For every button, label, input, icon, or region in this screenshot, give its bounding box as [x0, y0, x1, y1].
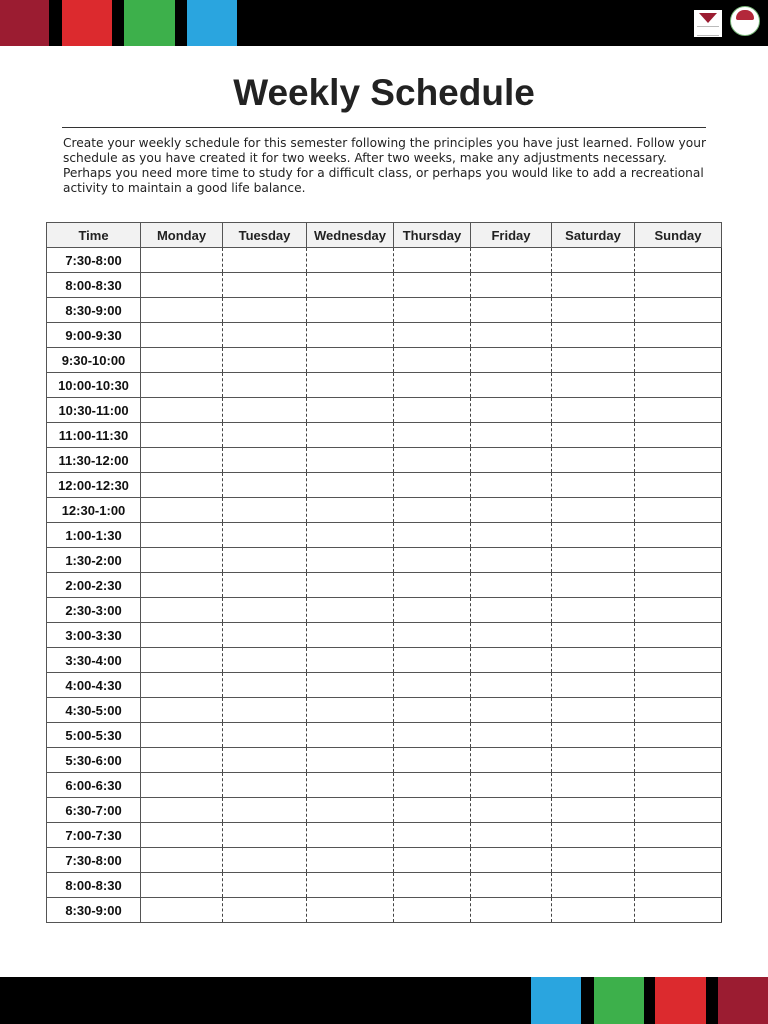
schedule-cell — [223, 698, 307, 723]
time-slot-label: 2:00-2:30 — [47, 573, 141, 598]
schedule-cell — [394, 323, 471, 348]
schedule-cell — [141, 448, 223, 473]
schedule-cell — [552, 473, 635, 498]
time-slot-label: 10:00-10:30 — [47, 373, 141, 398]
schedule-row — [47, 248, 722, 273]
schedule-cell — [635, 748, 722, 773]
schedule-row — [47, 898, 722, 923]
schedule-cell — [223, 598, 307, 623]
schedule-cell — [223, 523, 307, 548]
schedule-row — [47, 748, 722, 773]
schedule-cell — [552, 673, 635, 698]
schedule-row — [47, 773, 722, 798]
red-block — [62, 0, 112, 46]
schedule-cell — [223, 323, 307, 348]
schedule-row — [47, 473, 722, 498]
schedule-cell — [141, 398, 223, 423]
schedule-cell — [552, 298, 635, 323]
schedule-cell — [635, 723, 722, 748]
schedule-row — [47, 598, 722, 623]
schedule-cell — [552, 723, 635, 748]
schedule-cell — [307, 748, 394, 773]
schedule-cell — [141, 423, 223, 448]
schedule-cell — [635, 298, 722, 323]
schedule-cell — [552, 773, 635, 798]
schedule-row — [47, 448, 722, 473]
blue-block — [187, 0, 237, 46]
schedule-cell — [307, 248, 394, 273]
schedule-cell — [394, 523, 471, 548]
schedule-row — [47, 548, 722, 573]
schedule-cell — [394, 848, 471, 873]
schedule-cell — [552, 873, 635, 898]
schedule-row — [47, 498, 722, 523]
schedule-cell — [141, 723, 223, 748]
schedule-cell — [471, 448, 552, 473]
schedule-cell — [471, 673, 552, 698]
time-slot-label: 8:30-9:00 — [47, 898, 141, 923]
time-slot-label: 10:30-11:00 — [47, 398, 141, 423]
schedule-cell — [307, 373, 394, 398]
time-slot-label: 7:30-8:00 — [47, 848, 141, 873]
schedule-row — [47, 648, 722, 673]
schedule-row — [47, 523, 722, 548]
schedule-cell — [141, 648, 223, 673]
schedule-cell — [141, 348, 223, 373]
schedule-cell — [471, 348, 552, 373]
schedule-cell — [141, 473, 223, 498]
schedule-cell — [552, 748, 635, 773]
schedule-cell — [307, 873, 394, 898]
schedule-cell — [552, 823, 635, 848]
schedule-cell — [635, 598, 722, 623]
schedule-cell — [471, 723, 552, 748]
time-slot-label: 2:30-3:00 — [47, 598, 141, 623]
schedule-cell — [394, 498, 471, 523]
schedule-cell — [223, 648, 307, 673]
schedule-cell — [307, 723, 394, 748]
schedule-cell — [552, 648, 635, 673]
day-column-header: Sunday — [635, 223, 722, 248]
schedule-row — [47, 398, 722, 423]
schedule-cell — [394, 573, 471, 598]
schedule-cell — [552, 798, 635, 823]
time-slot-label: 3:30-4:00 — [47, 648, 141, 673]
schedule-cell — [307, 648, 394, 673]
schedule-cell — [223, 898, 307, 923]
schedule-cell — [635, 473, 722, 498]
schedule-cell — [394, 648, 471, 673]
schedule-cell — [307, 298, 394, 323]
schedule-cell — [307, 798, 394, 823]
schedule-cell — [223, 498, 307, 523]
schedule-cell — [394, 798, 471, 823]
schedule-cell — [471, 798, 552, 823]
schedule-cell — [635, 823, 722, 848]
schedule-cell — [552, 498, 635, 523]
time-slot-label: 11:30-12:00 — [47, 448, 141, 473]
schedule-cell — [471, 773, 552, 798]
schedule-header-row — [47, 223, 722, 248]
schedule-cell — [635, 373, 722, 398]
schedule-cell — [223, 423, 307, 448]
schedule-cell — [223, 373, 307, 398]
time-slot-label: 6:30-7:00 — [47, 798, 141, 823]
schedule-cell — [223, 623, 307, 648]
schedule-cell — [552, 598, 635, 623]
schedule-cell — [471, 298, 552, 323]
schedule-cell — [141, 273, 223, 298]
schedule-cell — [307, 573, 394, 598]
schedule-cell — [141, 898, 223, 923]
schedule-cell — [471, 648, 552, 673]
schedule-cell — [635, 673, 722, 698]
schedule-cell — [394, 898, 471, 923]
schedule-cell — [394, 248, 471, 273]
schedule-row — [47, 273, 722, 298]
schedule-cell — [394, 673, 471, 698]
schedule-row — [47, 423, 722, 448]
schedule-cell — [635, 498, 722, 523]
schedule-cell — [471, 598, 552, 623]
schedule-cell — [223, 773, 307, 798]
time-slot-label: 7:30-8:00 — [47, 248, 141, 273]
schedule-cell — [307, 348, 394, 373]
schedule-cell — [307, 598, 394, 623]
schedule-cell — [141, 673, 223, 698]
schedule-row — [47, 323, 722, 348]
schedule-cell — [471, 873, 552, 898]
schedule-cell — [394, 723, 471, 748]
schedule-row — [47, 823, 722, 848]
time-slot-label: 3:00-3:30 — [47, 623, 141, 648]
schedule-cell — [471, 423, 552, 448]
schedule-cell — [552, 848, 635, 873]
schedule-cell — [635, 898, 722, 923]
schedule-cell — [552, 248, 635, 273]
schedule-cell — [307, 673, 394, 698]
schedule-table — [46, 222, 722, 923]
top-color-bar — [0, 0, 768, 46]
page-title: Weekly Schedule — [233, 72, 535, 113]
schedule-cell — [635, 873, 722, 898]
time-slot-label: 5:00-5:30 — [47, 723, 141, 748]
schedule-cell — [223, 473, 307, 498]
schedule-cell — [471, 748, 552, 773]
time-slot-label: 12:30-1:00 — [47, 498, 141, 523]
schedule-cell — [635, 248, 722, 273]
schedule-cell — [141, 798, 223, 823]
schedule-cell — [141, 248, 223, 273]
schedule-cell — [635, 848, 722, 873]
schedule-cell — [141, 598, 223, 623]
schedule-cell — [471, 473, 552, 498]
schedule-cell — [394, 298, 471, 323]
schedule-cell — [307, 623, 394, 648]
schedule-cell — [635, 698, 722, 723]
time-slot-label: 9:30-10:00 — [47, 348, 141, 373]
schedule-cell — [141, 548, 223, 573]
schedule-cell — [471, 323, 552, 348]
schedule-cell — [223, 873, 307, 898]
schedule-cell — [471, 548, 552, 573]
schedule-cell — [471, 273, 552, 298]
university-logo — [694, 10, 722, 37]
schedule-cell — [552, 398, 635, 423]
schedule-row — [47, 848, 722, 873]
schedule-cell — [223, 723, 307, 748]
green-block — [594, 977, 644, 1024]
schedule-cell — [471, 373, 552, 398]
schedule-cell — [394, 873, 471, 898]
schedule-cell — [552, 373, 635, 398]
schedule-cell — [394, 373, 471, 398]
schedule-cell — [307, 323, 394, 348]
schedule-cell — [471, 498, 552, 523]
schedule-cell — [471, 698, 552, 723]
schedule-cell — [635, 548, 722, 573]
schedule-cell — [394, 398, 471, 423]
schedule-cell — [471, 398, 552, 423]
schedule-cell — [552, 698, 635, 723]
schedule-cell — [471, 623, 552, 648]
schedule-cell — [307, 448, 394, 473]
schedule-cell — [223, 748, 307, 773]
time-slot-label: 4:30-5:00 — [47, 698, 141, 723]
schedule-cell — [141, 373, 223, 398]
schedule-cell — [223, 348, 307, 373]
schedule-cell — [394, 598, 471, 623]
schedule-cell — [552, 623, 635, 648]
time-slot-label: 1:00-1:30 — [47, 523, 141, 548]
schedule-cell — [141, 698, 223, 723]
schedule-cell — [223, 273, 307, 298]
schedule-cell — [223, 548, 307, 573]
schedule-cell — [307, 848, 394, 873]
schedule-cell — [223, 298, 307, 323]
time-slot-label: 8:00-8:30 — [47, 273, 141, 298]
schedule-cell — [635, 323, 722, 348]
schedule-cell — [635, 523, 722, 548]
schedule-cell — [394, 273, 471, 298]
schedule-cell — [552, 898, 635, 923]
schedule-cell — [223, 448, 307, 473]
schedule-cell — [552, 523, 635, 548]
schedule-cell — [394, 423, 471, 448]
schedule-row — [47, 723, 722, 748]
schedule-cell — [223, 248, 307, 273]
schedule-row — [47, 798, 722, 823]
schedule-cell — [394, 348, 471, 373]
crimson-block — [0, 0, 49, 46]
schedule-cell — [307, 548, 394, 573]
schedule-row — [47, 698, 722, 723]
schedule-cell — [307, 523, 394, 548]
schedule-cell — [552, 573, 635, 598]
day-column-header: Thursday — [394, 223, 471, 248]
schedule-cell — [635, 773, 722, 798]
red-block — [655, 977, 706, 1024]
schedule-cell — [223, 798, 307, 823]
time-slot-label: 11:00-11:30 — [47, 423, 141, 448]
schedule-row — [47, 298, 722, 323]
schedule-cell — [141, 748, 223, 773]
schedule-cell — [307, 398, 394, 423]
schedule-cell — [394, 448, 471, 473]
time-slot-label: 8:00-8:30 — [47, 873, 141, 898]
time-slot-label: 9:00-9:30 — [47, 323, 141, 348]
schedule-cell — [307, 698, 394, 723]
schedule-cell — [635, 573, 722, 598]
schedule-cell — [223, 398, 307, 423]
schedule-cell — [141, 848, 223, 873]
schedule-cell — [307, 273, 394, 298]
time-slot-label: 8:30-9:00 — [47, 298, 141, 323]
schedule-cell — [307, 773, 394, 798]
schedule-cell — [552, 323, 635, 348]
time-slot-label: 5:30-6:00 — [47, 748, 141, 773]
schedule-cell — [141, 498, 223, 523]
schedule-cell — [394, 548, 471, 573]
schedule-cell — [471, 248, 552, 273]
bottom-color-bar — [0, 977, 768, 1024]
title-divider — [62, 127, 706, 128]
schedule-cell — [223, 573, 307, 598]
schedule-cell — [307, 473, 394, 498]
schedule-row — [47, 623, 722, 648]
day-column-header: Saturday — [552, 223, 635, 248]
schedule-cell — [635, 648, 722, 673]
schedule-row — [47, 873, 722, 898]
schedule-cell — [141, 523, 223, 548]
time-slot-label: 4:00-4:30 — [47, 673, 141, 698]
schedule-cell — [141, 823, 223, 848]
time-column-header: Time — [47, 223, 141, 248]
schedule-cell — [141, 873, 223, 898]
schedule-cell — [141, 623, 223, 648]
schedule-cell — [141, 773, 223, 798]
schedule-cell — [552, 348, 635, 373]
schedule-cell — [471, 573, 552, 598]
schedule-cell — [635, 448, 722, 473]
schedule-cell — [635, 273, 722, 298]
intro-paragraph: Create your weekly schedule for this semester following the principles you have just learned. Follow your schedule as you have created it for two weeks. After two weeks, make any adjustments necessary. Perhaps you need more time to study for a difficult class, or perhaps you would like to add a recreational activity to maintain a good life balance. — [63, 136, 706, 195]
schedule-row — [47, 348, 722, 373]
schedule-cell — [552, 273, 635, 298]
schedule-cell — [307, 498, 394, 523]
schedule-cell — [552, 423, 635, 448]
day-column-header: Friday — [471, 223, 552, 248]
schedule-cell — [394, 698, 471, 723]
schedule-cell — [394, 473, 471, 498]
schedule-row — [47, 373, 722, 398]
schedule-cell — [394, 823, 471, 848]
graduation-cap-logo — [730, 6, 760, 36]
schedule-cell — [141, 298, 223, 323]
schedule-cell — [635, 348, 722, 373]
schedule-cell — [635, 398, 722, 423]
schedule-cell — [223, 848, 307, 873]
schedule-cell — [307, 423, 394, 448]
schedule-cell — [552, 448, 635, 473]
time-slot-label: 1:30-2:00 — [47, 548, 141, 573]
schedule-cell — [635, 423, 722, 448]
day-column-header: Tuesday — [223, 223, 307, 248]
schedule-cell — [223, 823, 307, 848]
schedule-cell — [635, 623, 722, 648]
day-column-header: Wednesday — [307, 223, 394, 248]
schedule-row — [47, 573, 722, 598]
schedule-cell — [552, 548, 635, 573]
schedule-cell — [307, 898, 394, 923]
schedule-cell — [471, 523, 552, 548]
schedule-cell — [307, 823, 394, 848]
time-slot-label: 12:00-12:30 — [47, 473, 141, 498]
schedule-cell — [223, 673, 307, 698]
green-block — [124, 0, 175, 46]
schedule-cell — [394, 748, 471, 773]
time-slot-label: 7:00-7:30 — [47, 823, 141, 848]
schedule-cell — [141, 323, 223, 348]
schedule-cell — [635, 798, 722, 823]
schedule-cell — [471, 848, 552, 873]
schedule-row — [47, 673, 722, 698]
schedule-cell — [141, 573, 223, 598]
schedule-cell — [394, 623, 471, 648]
blue-block — [531, 977, 581, 1024]
day-column-header: Monday — [141, 223, 223, 248]
schedule-cell — [394, 773, 471, 798]
schedule-cell — [471, 823, 552, 848]
schedule-cell — [471, 898, 552, 923]
crimson-block — [718, 977, 768, 1024]
time-slot-label: 6:00-6:30 — [47, 773, 141, 798]
